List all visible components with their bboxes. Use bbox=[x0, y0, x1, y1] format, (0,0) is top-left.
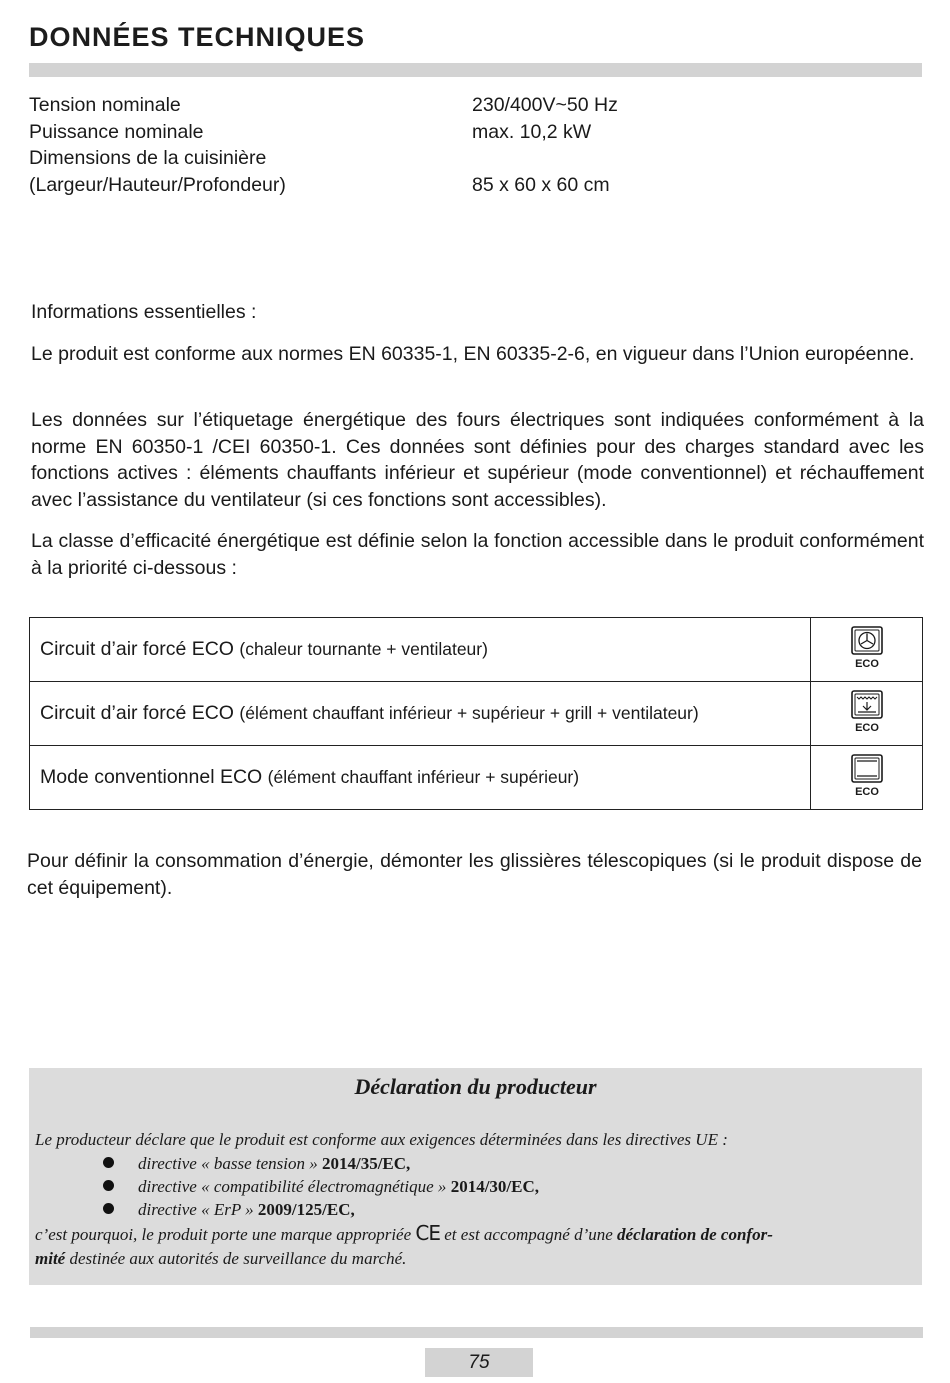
list-item: directive « ErP » 2009/125/EC, bbox=[103, 1198, 355, 1222]
rated-voltage-label: Tension nominale bbox=[29, 94, 181, 116]
declaration-closing: c’est pourquoi, le produit porte une marque appropriée CE et est accompagné d’une déclaration de confor- mité destinée aux autorités de surveillance du marché. bbox=[35, 1221, 773, 1268]
list-item: directive « compatibilité électromagnétique » 2014/30/EC, bbox=[103, 1175, 539, 1199]
info-paragraph-standards: Le produit est conforme aux normes EN 60335-1, EN 60335-2-6, en vigueur dans l’Union européenne. bbox=[31, 343, 915, 365]
mode-label: Mode conventionnel ECO (élément chauffant inférieur + supérieur) bbox=[30, 746, 811, 810]
svg-text:ECO: ECO bbox=[854, 786, 879, 797]
mode-label: Circuit d’air forcé ECO (chaleur tournante + ventilateur) bbox=[30, 618, 811, 682]
dimensions-label-line1: Dimensions de la cuisinière bbox=[29, 147, 267, 169]
page-title: DONNÉES TECHNIQUES bbox=[29, 22, 366, 52]
consumption-note: Pour définir la consommation d’énergie, démonter les glissières télescopiques (si le produit dispose de cet équipement). bbox=[27, 850, 922, 899]
grill-fan-eco-icon bbox=[811, 682, 923, 746]
producer-declaration bbox=[29, 1068, 922, 1285]
ce-mark-icon: CE bbox=[415, 1221, 441, 1245]
fan-eco-icon bbox=[811, 618, 923, 682]
table-row bbox=[30, 682, 923, 746]
rated-power-label: Puissance nominale bbox=[29, 120, 204, 143]
spec-labels bbox=[29, 92, 286, 198]
table-row bbox=[30, 618, 923, 682]
rated-power-value: max. 10,2 kW bbox=[472, 120, 592, 143]
eco-modes-table bbox=[29, 617, 923, 810]
table-row bbox=[30, 746, 923, 810]
conventional-eco-icon bbox=[811, 746, 923, 810]
title-divider bbox=[29, 63, 922, 77]
declaration-intro: Le producteur déclare que le produit est conforme aux exigences déterminées dans les directives UE : bbox=[35, 1130, 728, 1149]
svg-text:ECO: ECO bbox=[854, 658, 879, 669]
rated-voltage-value: 230/400V~50 Hz bbox=[472, 94, 618, 116]
info-paragraph-energy-label: Les données sur l’étiquetage énergétique des fours électriques sont indiquées conformément à la norme EN 60350-1 /CEI 60350-1. Ces données sont définies pour des charges standard avec les fonctions actives : éléments chauffants inférieur et supérieur (mode conventionnel) et réchauffement avec l’assistance du ventilateur (si ces fonctions sont accessibles). bbox=[31, 409, 924, 511]
info-paragraph-efficiency-class: La classe d’efficacité énergétique est définie selon la fonction accessible dans le produit conformément à la priorité ci-dessous : bbox=[31, 530, 924, 579]
dimensions-label-line2: (Largeur/Hauteur/Profondeur) bbox=[29, 173, 286, 196]
dimensions-value: 85 x 60 x 60 cm bbox=[472, 173, 610, 196]
spec-values bbox=[472, 92, 618, 198]
mode-label: Circuit d’air forcé ECO (élément chauffant inférieur + supérieur + grill + ventilateur) bbox=[30, 682, 811, 746]
page-number: 75 bbox=[425, 1348, 533, 1377]
info-heading: Informations essentielles : bbox=[31, 301, 257, 323]
list-item: directive « basse tension » 2014/35/EC, bbox=[103, 1152, 410, 1176]
svg-text:ECO: ECO bbox=[854, 722, 879, 733]
declaration-title: Déclaration du producteur bbox=[354, 1074, 597, 1099]
footer-divider bbox=[30, 1327, 923, 1338]
